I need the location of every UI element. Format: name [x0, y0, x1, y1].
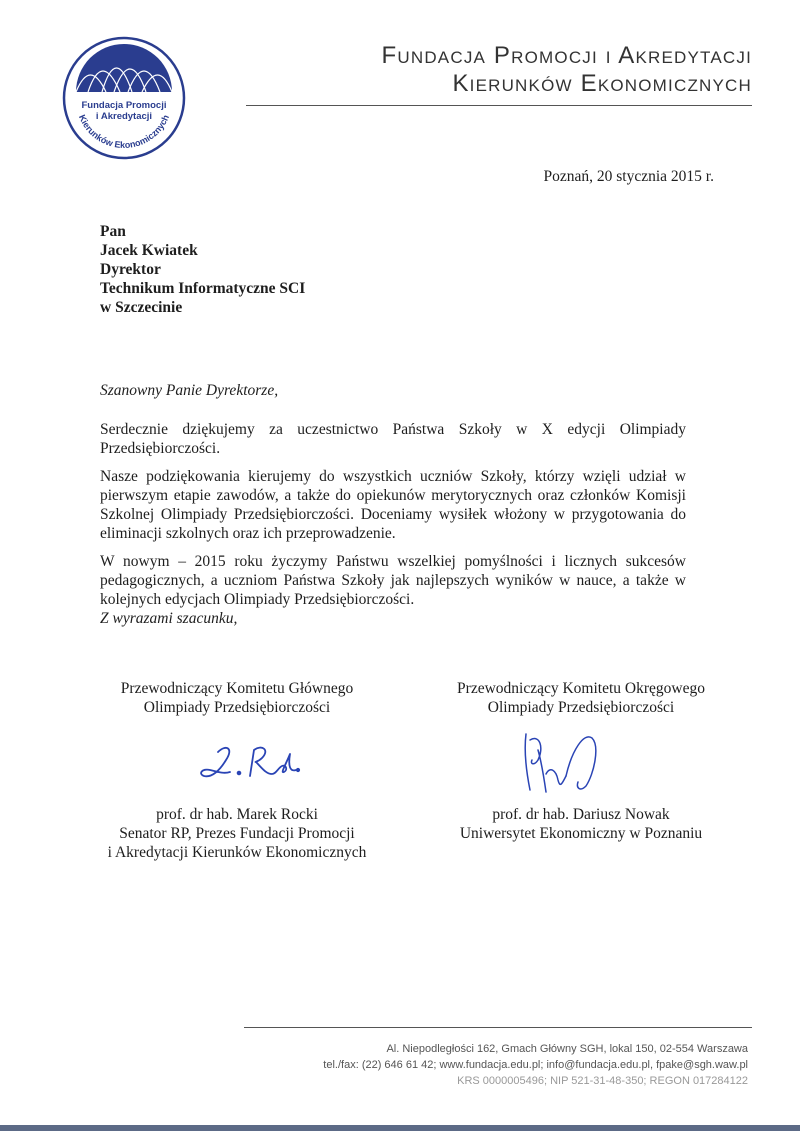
addressee-line: Jacek Kwiatek	[100, 242, 198, 259]
addressee-block	[100, 222, 305, 317]
header-divider	[246, 105, 752, 106]
right-signatory-name	[416, 805, 746, 843]
body-paragraph: Nasze podziękowania kierujemy do wszystkich uczniów Szkoły, którzy wzięli udział w pierwszym etapie zawodów, a także do opiekunów merytorycznych oraz członków Komisji Szkolnej Olimpiady Przedsiębiorczości. Doceniamy wysiłek włożony w przygotowania do eliminacji szkolnych oraz ich przeprowadzenie.	[100, 468, 686, 542]
footer-address: Al. Niepodległości 162, Gmach Główny SGH, lokal 150, 02-554 Warszawa	[386, 1043, 748, 1055]
organization-name-line1: Fundacja Promocji i Akredytacji	[381, 42, 752, 69]
body-paragraph: W nowym – 2015 roku życzymy Państwu wszelkiej pomyślności i licznych sukcesów pedagogicznych, a uczniom Państwa Szkoły jak najlepszych wyników w nauce, a także w kolejnych edycjach Olimpiady Przedsiębiorczości.	[100, 553, 686, 608]
right-signature	[516, 730, 606, 800]
letter-date: Poznań, 20 stycznia 2015 r.	[543, 168, 714, 185]
left-signature	[196, 740, 306, 790]
body-paragraph: Serdecznie dziękujemy za uczestnictwo Państwa Szkoły w X edycji Olimpiady Przedsiębiorczości.	[100, 421, 686, 457]
organization-name	[382, 42, 752, 98]
addressee-line: Technikum Informatyczne SCI	[100, 280, 306, 297]
signatory-name-line: Uniwersytet Ekonomiczny w Poznaniu	[459, 825, 703, 842]
closing-phrase: Z wyrazami szacunku,	[100, 610, 238, 627]
footer-divider	[244, 1027, 752, 1028]
signatory-name-line: prof. dr hab. Marek Rocki	[156, 806, 318, 823]
footer-contact	[323, 1041, 748, 1089]
left-signatory-name	[72, 805, 402, 862]
scan-bottom-edge	[0, 1125, 800, 1131]
signatory-title-line: Przewodniczący Komitetu Głównego	[120, 680, 354, 697]
signatory-name-line: i Akredytacji Kierunków Ekonomicznych	[107, 844, 367, 861]
logo-text-line1: Fundacja Promocji	[81, 100, 167, 111]
footer-registration: KRS 0000005496; NIP 521-31-48-350; REGON 017284122	[457, 1075, 748, 1087]
signatory-title-line: Olimpiady Przedsiębiorczości	[487, 699, 675, 716]
addressee-line: Pan	[100, 223, 126, 240]
organization-name-line2: Kierunków Ekonomicznych	[452, 70, 752, 97]
logo-text-line2: i Akredytacji	[95, 111, 153, 122]
left-signatory-title	[72, 679, 402, 717]
addressee-line: w Szczecinie	[100, 299, 183, 316]
signatory-title-line: Olimpiady Przedsiębiorczości	[143, 699, 331, 716]
footer-contacts: tel./fax: (22) 646 61 42; www.fundacja.edu.pl; info@fundacja.edu.pl, fpake@sgh.waw.pl	[323, 1059, 748, 1071]
logo-text-arc: Kierunków Ekonomicznych	[76, 113, 172, 151]
signatory-name-line: Senator RP, Prezes Fundacji Promocji	[119, 825, 355, 842]
right-signatory-title	[416, 679, 746, 717]
letter-body	[100, 420, 686, 618]
foundation-logo	[62, 36, 186, 160]
signatory-title-line: Przewodniczący Komitetu Okręgowego	[457, 680, 705, 697]
addressee-line: Dyrektor	[100, 261, 161, 278]
salutation: Szanowny Panie Dyrektorze,	[100, 382, 279, 399]
signatory-name-line: prof. dr hab. Dariusz Nowak	[492, 806, 670, 823]
